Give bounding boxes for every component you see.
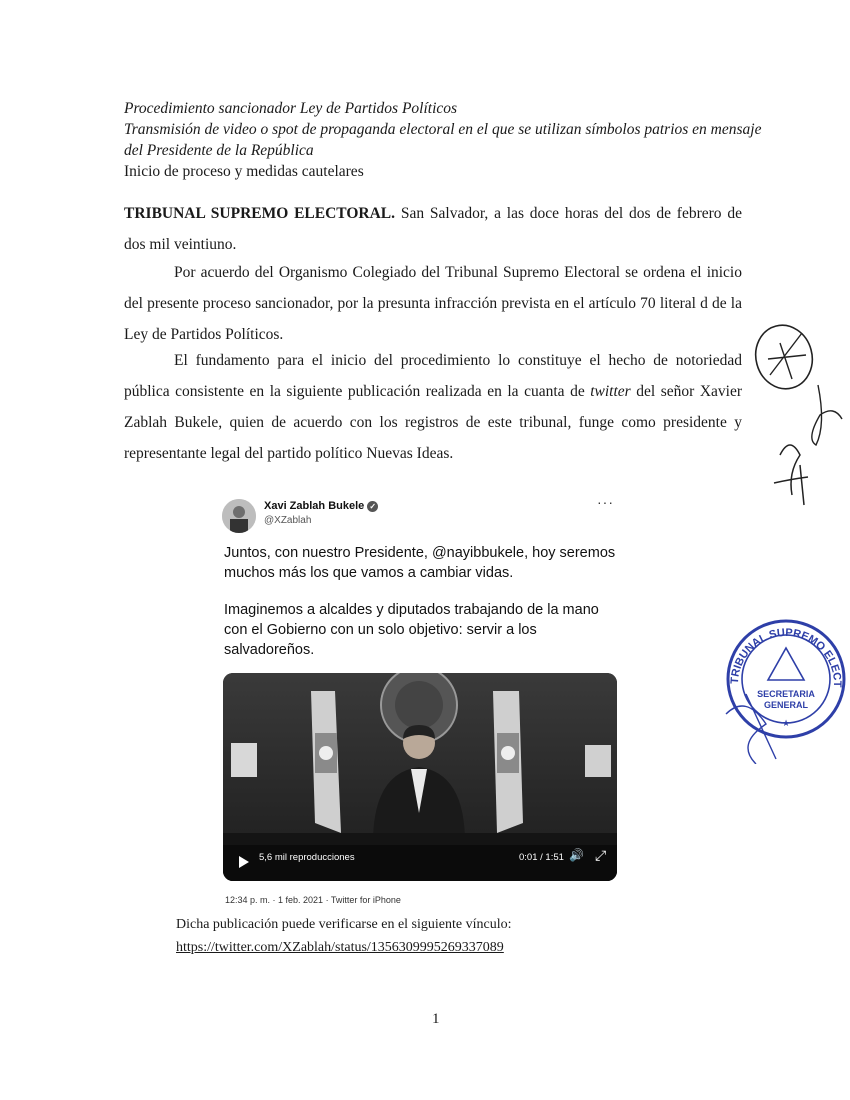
tweet-author-name: Xavi Zablah Bukele ✓ [264,500,378,512]
paragraph-1 [124,198,742,260]
verified-badge-icon: ✓ [367,501,378,512]
svg-text:TRIBUNAL SUPREMO ELECTORAL: TRIBUNAL SUPREMO ELECT [728,626,844,688]
paragraph-2: Por acuerdo del Organismo Colegiado del Tribunal Supremo Electoral se ordena el inicio del presente proceso sancionador, por la presunta infracción prevista en el artículo 70 literal d de la Ley de Partidos Políticos. [124,264,742,343]
svg-text:GENERAL: GENERAL [763,700,809,710]
video-frame [223,673,617,881]
tweet-screenshot [212,488,630,913]
verification-note: Dicha publicación puede verificarse en el siguiente vínculo: [176,917,512,932]
tweet-text-line-1: Juntos, con nuestro Presidente, @nayibbukele, hoy seremos muchos más los que vamos a cambiar vidas. [224,545,616,581]
paragraph-3 [124,345,742,469]
avatar [222,499,256,533]
header-stage: Inicio de proceso y medidas cautelares [124,163,364,180]
tweet-timestamp: 12:34 p. m. · 1 feb. 2021 · Twitter for iPhone [225,895,401,905]
court-name: TRIBUNAL SUPREMO ELECTORAL. [124,205,396,222]
video-still-image [223,673,617,881]
video-time: 0:01 / 1:51 [519,852,564,863]
document-header [124,98,764,182]
tweet-url-link[interactable]: https://twitter.com/XZablah/status/1356309995269337089 [176,940,504,955]
paragraph-1-text: San Salvador, a las doce horas del dos de febrero de dos mil veintiuno. [124,205,742,253]
fullscreen-icon: ⤢ [595,847,607,863]
header-subject: Transmisión de video o spot de propaganda electoral en el que se utilizan símbolos patrios en mensaje del Presidente de la República [124,121,762,159]
more-options-icon: ··· [597,494,614,510]
header-procedure: Procedimiento sancionador Ley de Partidos Políticos [124,100,458,117]
svg-text:SECRETARIA: SECRETARIA [757,689,815,699]
tweet-text [224,543,624,677]
handwritten-signature [740,315,850,535]
svg-text:★: ★ [781,718,791,728]
paragraph-3-text-a: El fundamento para el inicio del procedimiento lo constituye el hecho de notoriedad pública consistente en la siguiente publicación realizada en la cuanta de [124,352,742,400]
official-stamp [716,614,846,769]
view-count: 5,6 mil reproducciones [259,852,355,863]
tweet-text-line-2: Imaginemos a alcaldes y diputados trabajando de la mano con el Gobierno con un solo objetivo: servir a los salvadoreños. [224,602,599,658]
tweet-author-handle: @XZablah [264,515,312,526]
paragraph-3-italic: twitter [590,383,631,400]
page-number: 1 [432,1011,440,1027]
paragraph-3-text-b: del señor Xavier Zablah Bukele, quien de acuerdo con los registros de este tribunal, funge como presidente y representante legal del partido político Nuevas Ideas. [124,383,742,462]
volume-icon: 🔊 [569,848,584,862]
stamp-seal-icon [716,614,846,764]
